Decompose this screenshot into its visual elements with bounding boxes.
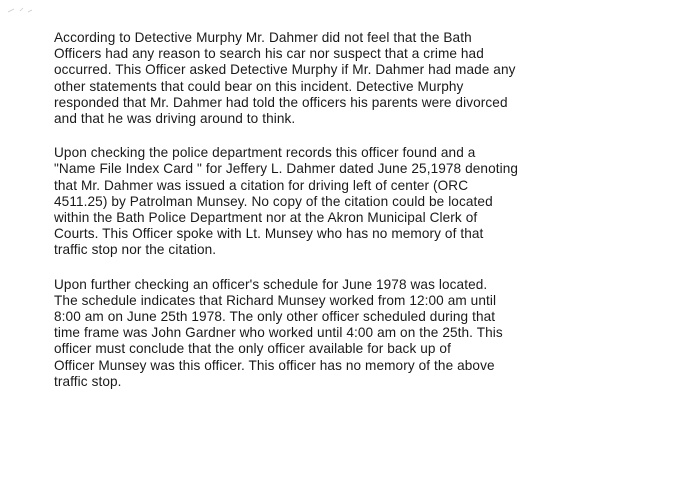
text-line: occurred. This Officer asked Detective Murphy if Mr. Dahmer had made any xyxy=(54,62,516,78)
paragraph-2 xyxy=(54,145,654,258)
text-line: Officer Munsey was this officer. This officer has no memory of the above xyxy=(54,357,495,373)
paragraph-3 xyxy=(54,277,654,390)
text-line: traffic stop. xyxy=(54,373,122,389)
text-line: "Name File Index Card " for Jeffery L. Dahmer dated June 25,1978 denoting xyxy=(54,161,519,177)
text-line: Officers had any reason to search his car nor suspect that a crime had xyxy=(54,46,484,62)
paragraph-1 xyxy=(54,30,654,127)
text-line: within the Bath Police Department nor at the Akron Municipal Clerk of xyxy=(54,210,478,226)
document-body xyxy=(54,30,654,408)
text-line: other statements that could bear on this incident. Detective Murphy xyxy=(54,78,464,94)
text-line: responded that Mr. Dahmer had told the officers his parents were divorced xyxy=(54,94,508,110)
text-line: The schedule indicates that Richard Munsey worked from 12:00 am until xyxy=(54,292,497,308)
text-line: Courts. This Officer spoke with Lt. Munsey who has no memory of that xyxy=(54,226,484,242)
text-line: 4511.25) by Patrolman Munsey. No copy of the citation could be located xyxy=(54,193,493,209)
text-line: Upon further checking an officer's schedule for June 1978 was located. xyxy=(54,276,488,292)
text-line: officer must conclude that the only officer available for back up of xyxy=(54,341,451,357)
text-line: that Mr. Dahmer was issued a citation for driving left of center (ORC xyxy=(54,177,469,193)
text-line: time frame was John Gardner who worked until 4:00 am on the 25th. This xyxy=(54,325,503,341)
scan-speck-mark xyxy=(6,6,36,14)
text-line: Upon checking the police department records this officer found and a xyxy=(54,145,476,161)
text-line: traffic stop nor the citation. xyxy=(54,242,217,258)
text-line: and that he was driving around to think. xyxy=(54,111,296,127)
text-line: According to Detective Murphy Mr. Dahmer did not feel that the Bath xyxy=(54,30,472,45)
text-line: 8:00 am on June 25th 1978. The only other officer scheduled during that xyxy=(54,309,496,325)
